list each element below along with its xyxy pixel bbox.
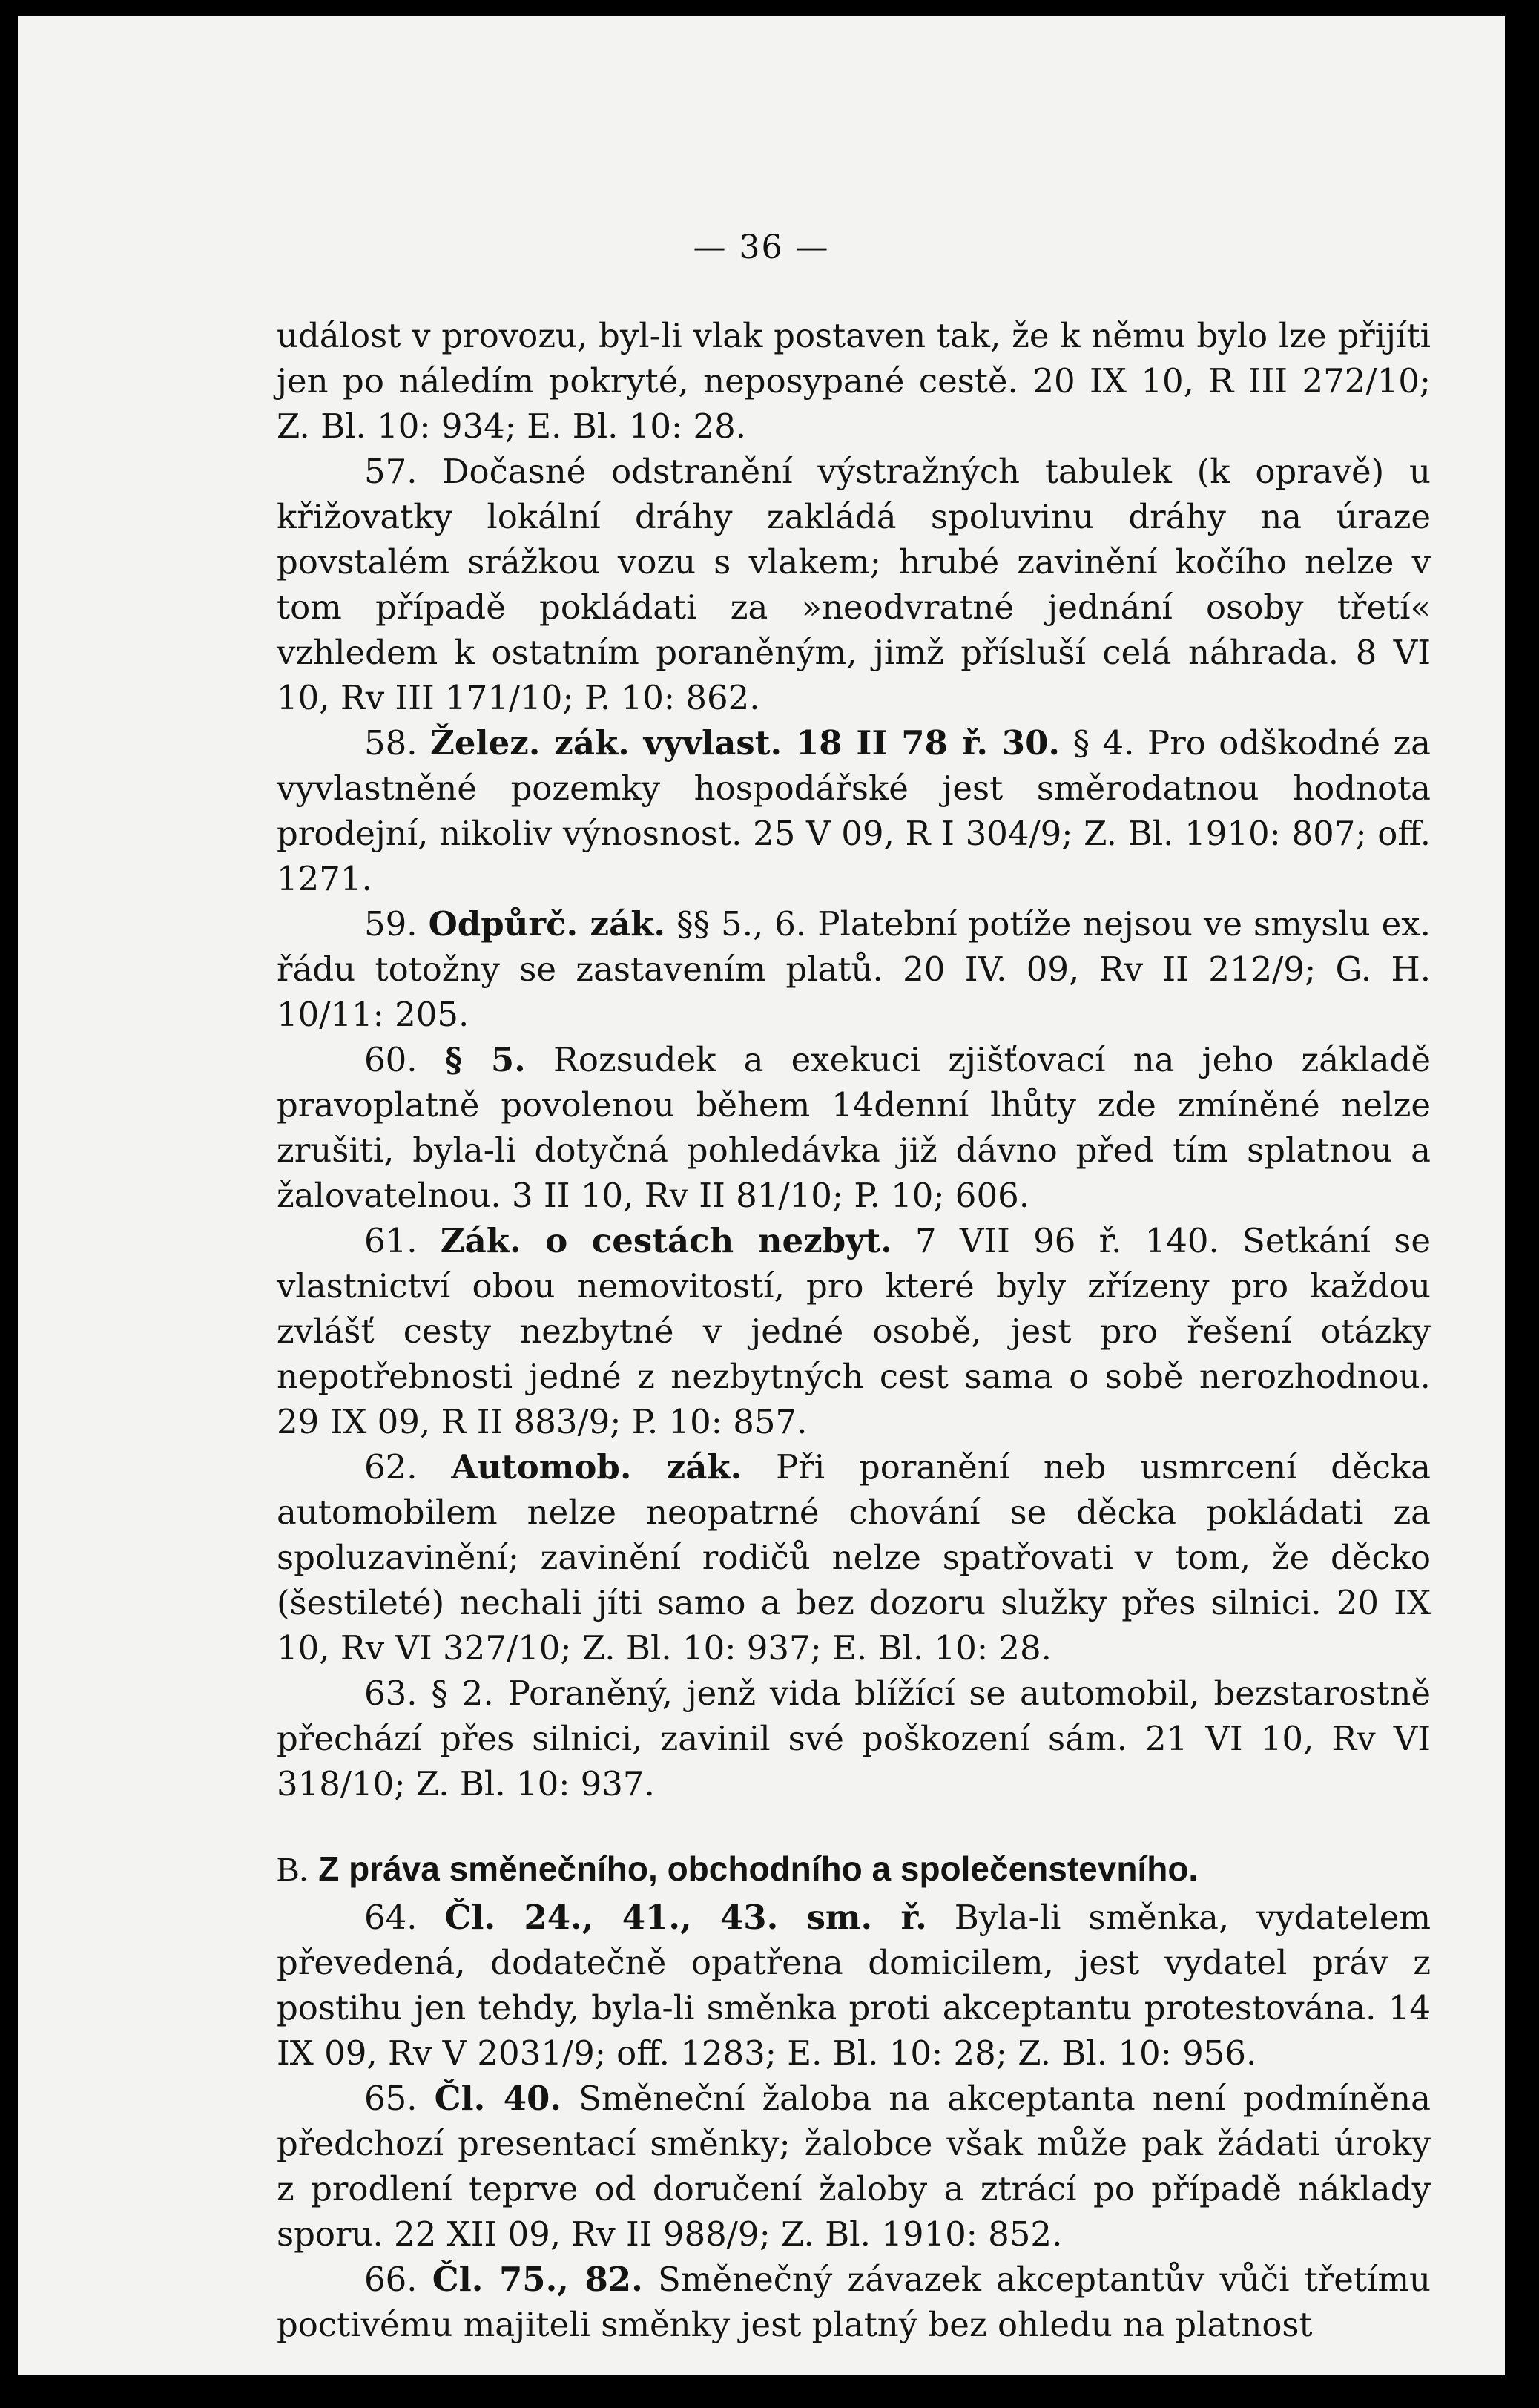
page-body [277, 313, 1431, 2347]
paragraph-number: 59. [364, 904, 418, 944]
paragraph-65 [277, 2076, 1431, 2257]
law-citation: Čl. 24., 41., 43. sm. ř. [444, 1898, 927, 1937]
paragraph-59 [277, 901, 1431, 1037]
paragraph-61 [277, 1218, 1431, 1444]
section-heading [277, 1846, 1431, 1892]
paragraph-number: 62. [364, 1447, 418, 1487]
section-title: Z práva směnečního, obchodního a společenstevního. [318, 1849, 1199, 1888]
section-letter: B. [277, 1850, 309, 1888]
paragraph-number: 64. [364, 1898, 418, 1937]
paragraph-text: Při poranění neb usmrcení děcka automobilem nelze neopatrné chování se děcka pokládati za spoluzavinění; zavinění rodičů nelze spatřovati v tom, že děcko (šestileté) nechali jíti samo a bez dozoru služky přes silnici. 20 IX 10, Rv VI 327/10; Z. Bl. 10: 937; E. Bl. 10: 28. [277, 1447, 1431, 1668]
paragraph-continued: událost v provozu, byl-li vlak postaven tak, že k němu bylo lze přijíti jen po náledím pokryté, neposypané cestě. 20 IX 10, R III 272/10; Z. Bl. 10: 934; E. Bl. 10: 28. [277, 316, 1431, 446]
law-citation: § 5. [444, 1040, 526, 1079]
law-citation: Čl. 40. [434, 2079, 561, 2118]
paragraph-number: 66. [364, 2260, 418, 2299]
paragraph-text: § 4. Pro odškodné za vyvlastněné pozemky hospodářské jest směrodatnou hodnota prodejní, nikoliv výnosnost. 25 V 09, R I 304/9; Z. Bl. 1910: 807; off. 1271. [277, 723, 1431, 898]
law-citation: Automob. zák. [451, 1447, 742, 1487]
paragraph-58 [277, 720, 1431, 901]
paragraph-text: Byla-li směnka, vydatelem převedená, dodatečně opatřena domicilem, jest vydatel práv z postihu jen tehdy, byla-li směnka proti akceptantu protestována. 14 IX 09, Rv V 2031/9; off. 1283; E. Bl. 10: 28; Z. Bl. 10: 956. [277, 1898, 1431, 2073]
paragraph-number: 60. [364, 1040, 418, 1079]
paragraph-64 [277, 1895, 1431, 2076]
law-citation: Želez. zák. vyvlast. 18 II 78 ř. 30. [430, 723, 1061, 763]
paragraph-60 [277, 1037, 1431, 1218]
book-page [18, 16, 1505, 2375]
law-citation: Odpůrč. zák. [428, 904, 666, 944]
paragraph-66 [277, 2257, 1431, 2347]
paragraph-text: Směneční žaloba na akceptanta není podmíněna předchozí presentací směnky; žalobce však může pak žádati úroky z prodlení teprve od doručení žaloby a ztrácí po případě náklady sporu. 22 XII 09, Rv II 988/9; Z. Bl. 1910: 852. [277, 2079, 1431, 2254]
paragraph-63: 63. § 2. Poraněný, jenž vida blížící se automobil, bezstarostně přechází přes silnici, zavinil své poškození sám. 21 VI 10, Rv VI 318/10; Z. Bl. 10: 937. [277, 1674, 1431, 1803]
law-citation: Zák. o cestách nezbyt. [440, 1221, 892, 1260]
page-number: — 36 — [693, 228, 830, 266]
paragraph-57: 57. Dočasné odstranění výstražných tabulek (k opravě) u křižovatky lokální dráhy zakládá spoluvinu dráhy na úraze povstalém srážkou vozu s vlakem; hrubé zavinění kočího nelze v tom případě pokládati za »neodvratné jednání osoby třetí« vzhledem k ostatním poraněným, jimž přísluší celá náhrada. 8 VI 10, Rv III 171/10; P. 10: 862. [277, 452, 1431, 717]
paragraph-number: 61. [364, 1221, 418, 1260]
paragraph-text: 7 VII 96 ř. 140. Setkání se vlastnictví obou nemovitostí, pro které byly zřízeny pro každou zvlášť cesty nezbytné v jedné osobě, jest pro řešení otázky nepotřebnosti jedné z nezbytných cest sama o sobě nerozhodnou. 29 IX 09, R II 883/9; P. 10: 857. [277, 1221, 1431, 1441]
paragraph-number: 65. [364, 2079, 418, 2118]
paragraph-62 [277, 1444, 1431, 1671]
paragraph-text: §§ 5., 6. Platební potíže nejsou ve smyslu ex. řádu totožny se zastavením platů. 20 IV. 09, Rv II 212/9; G. H. 10/11: 205. [277, 904, 1431, 1034]
paragraph-text: Rozsudek a exekuci zjišťovací na jeho základě pravoplatně povolenou během 14denní lhůty zde zmíněné nelze zrušiti, byla-li dotyčná pohledávka již dávno před tím splatnou a žalovatelnou. 3 II 10, Rv II 81/10; P. 10; 606. [277, 1040, 1431, 1215]
paragraph-number: 58. [364, 723, 418, 763]
paragraph-text: Směnečný závazek akceptantův vůči třetímu poctivému majiteli směnky jest platný bez ohledu na platnost [277, 2260, 1431, 2344]
law-citation: Čl. 75., 82. [432, 2260, 643, 2299]
